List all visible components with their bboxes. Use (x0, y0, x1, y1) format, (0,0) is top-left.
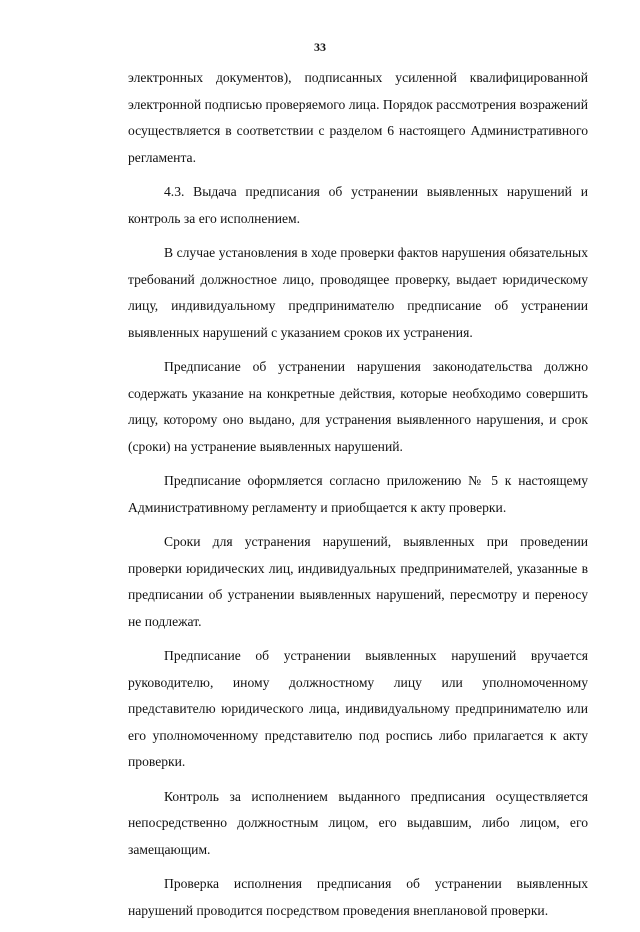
paragraph: Сроки для устранения нарушений, выявленных при проведении проверки юридических лиц, индивидуальных предпринимателей, указанные в предписании об устранении выявленных нарушений, пересмотру и переносу не подлежат. (128, 534, 588, 629)
document-body (128, 65, 588, 932)
paragraph: Предписание об устранении нарушения законодательства должно содержать указание на конкретные действия, которые необходимо совершить лицу, которому оно выдано, для устранения выявленного нарушения, и срок (сроки) на устранение выявленных нарушений. (128, 359, 588, 454)
paragraph: Проверка исполнения предписания об устранении выявленных нарушений проводится посредством проведения внеплановой проверки. (128, 876, 588, 918)
paragraph: Предписание об устранении выявленных нарушений вручается руководителю, иному должностному лицу или уполномоченному представителю юридического лица, индивидуальному предпринимателю или его уполномоченному представителю под роспись либо прилагается к акту проверки. (128, 648, 588, 769)
paragraph: Предписание оформляется согласно приложению № 5 к настоящему Административному регламенту и приобщается к акту проверки. (128, 473, 588, 515)
page-number: 33 (314, 40, 326, 54)
section-heading-4-3: 4.3. Выдача предписания об устранении выявленных нарушений и контроль за его исполнением. (128, 184, 588, 226)
paragraph: В случае установления в ходе проверки фактов нарушения обязательных требований должностное лицо, проводящее проверку, выдает юридическому лицу, индивидуальному предпринимателю предписание об устранении выявленных нарушений с указанием сроков их устранения. (128, 245, 588, 340)
paragraph-continuation: электронных документов), подписанных усиленной квалифицированной электронной подписью проверяемого лица. Порядок рассмотрения возражений осуществляется в соответствии с разделом 6 настоящего Административного регламента. (128, 70, 588, 165)
paragraph: Контроль за исполнением выданного предписания осуществляется непосредственно должностным лицом, его выдавшим, либо лицом, его замещающим. (128, 788, 588, 857)
